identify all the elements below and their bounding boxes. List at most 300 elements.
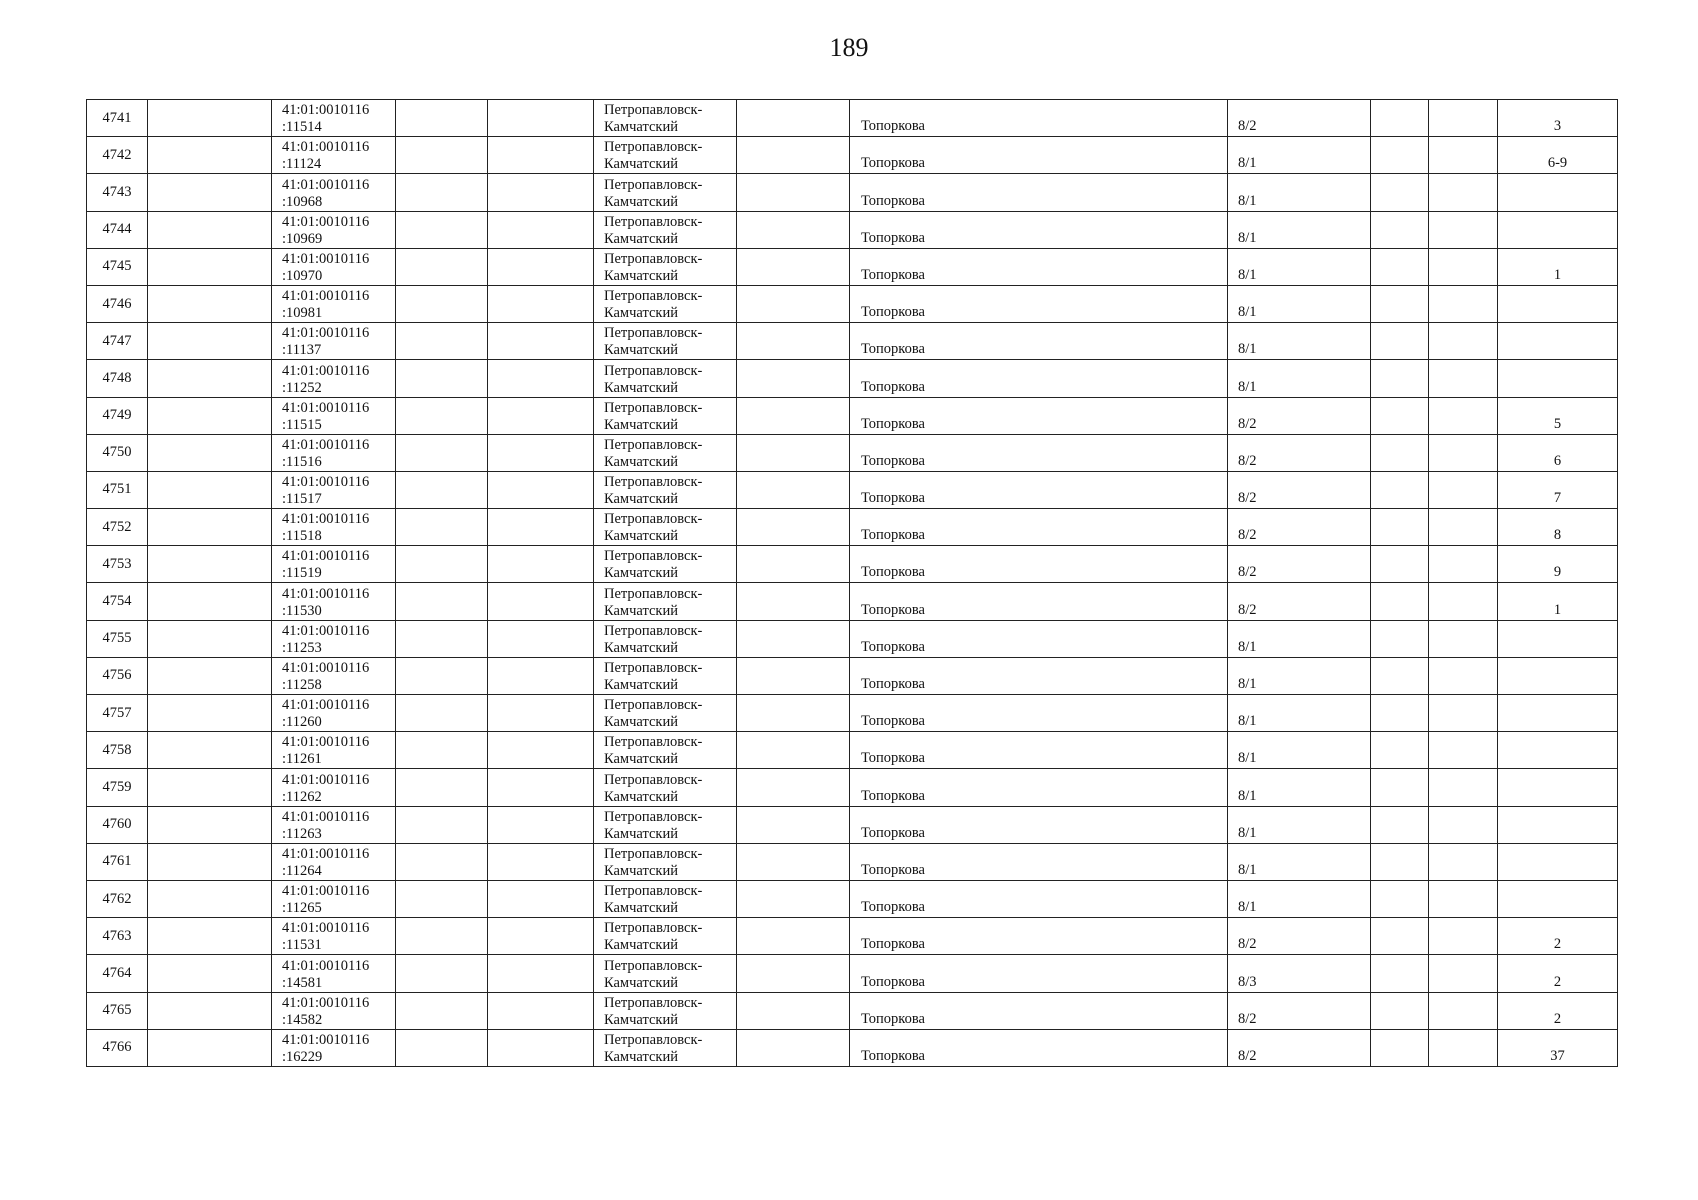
cadastral-number-line1: 41:01:0010116	[282, 474, 370, 491]
cadastral-number-line1: 41:01:0010116	[282, 362, 370, 379]
row-number: 4747	[87, 323, 148, 360]
city-line1: Петропавловск-	[604, 511, 703, 528]
empty-cell	[1371, 992, 1429, 1029]
cadastral-number-line1: 41:01:0010116	[282, 1031, 370, 1048]
city	[594, 880, 737, 917]
empty-cell	[148, 248, 272, 285]
row-number: 4754	[87, 583, 148, 620]
city-line2: Камчатский	[604, 751, 678, 768]
apartment-number: 2	[1498, 918, 1618, 955]
empty-cell	[396, 657, 488, 694]
apartment-number	[1498, 695, 1618, 732]
house-number: 8/1	[1228, 657, 1371, 694]
empty-cell	[737, 806, 850, 843]
cadastral-number	[272, 137, 396, 174]
empty-cell	[1429, 880, 1498, 917]
table-row	[87, 992, 1618, 1029]
empty-cell	[1429, 1029, 1498, 1066]
cadastral-number-line2: :11514	[282, 119, 322, 136]
row-number: 4745	[87, 248, 148, 285]
city	[594, 918, 737, 955]
city	[594, 620, 737, 657]
empty-cell	[1429, 918, 1498, 955]
empty-cell	[148, 546, 272, 583]
street: Топоркова	[850, 434, 1228, 471]
row-number: 4743	[87, 174, 148, 211]
cadastral-number	[272, 360, 396, 397]
cadastral-number	[272, 955, 396, 992]
empty-cell	[737, 695, 850, 732]
apartment-number	[1498, 285, 1618, 322]
row-number: 4760	[87, 806, 148, 843]
table-row	[87, 806, 1618, 843]
row-number: 4755	[87, 620, 148, 657]
table-row	[87, 100, 1618, 137]
empty-cell	[396, 174, 488, 211]
empty-cell	[148, 323, 272, 360]
house-number: 8/2	[1228, 100, 1371, 137]
cadastral-number-line1: 41:01:0010116	[282, 994, 370, 1011]
row-number: 4757	[87, 695, 148, 732]
house-number: 8/1	[1228, 323, 1371, 360]
empty-cell	[1429, 174, 1498, 211]
street: Топоркова	[850, 174, 1228, 211]
empty-cell	[488, 955, 594, 992]
cadastral-number-line1: 41:01:0010116	[282, 511, 370, 528]
city-line2: Камчатский	[604, 267, 678, 284]
empty-cell	[737, 880, 850, 917]
apartment-number: 2	[1498, 992, 1618, 1029]
empty-cell	[1429, 360, 1498, 397]
cadastral-number	[272, 843, 396, 880]
table-row	[87, 1029, 1618, 1066]
street: Топоркова	[850, 509, 1228, 546]
apartment-number: 6	[1498, 434, 1618, 471]
house-number: 8/1	[1228, 137, 1371, 174]
row-number: 4741	[87, 100, 148, 137]
cadastral-number	[272, 211, 396, 248]
house-number: 8/1	[1228, 248, 1371, 285]
empty-cell	[488, 360, 594, 397]
apartment-number: 2	[1498, 955, 1618, 992]
city-line1: Петропавловск-	[604, 102, 703, 119]
house-number: 8/1	[1228, 880, 1371, 917]
cadastral-number-line1: 41:01:0010116	[282, 213, 370, 230]
city-line2: Камчатский	[604, 862, 678, 879]
apartment-number: 1	[1498, 248, 1618, 285]
city-line1: Петропавловск-	[604, 734, 703, 751]
row-number: 4756	[87, 657, 148, 694]
city	[594, 397, 737, 434]
city-line1: Петропавловск-	[604, 176, 703, 193]
cadastral-number	[272, 1029, 396, 1066]
city-line1: Петропавловск-	[604, 957, 703, 974]
row-number: 4750	[87, 434, 148, 471]
cadastral-number-line1: 41:01:0010116	[282, 622, 370, 639]
house-number: 8/2	[1228, 992, 1371, 1029]
empty-cell	[148, 285, 272, 322]
street: Топоркова	[850, 732, 1228, 769]
house-number: 8/2	[1228, 434, 1371, 471]
table-row	[87, 509, 1618, 546]
cadastral-number-line2: :14581	[282, 974, 323, 991]
apartment-number	[1498, 360, 1618, 397]
cadastral-number	[272, 806, 396, 843]
empty-cell	[148, 360, 272, 397]
cadastral-number	[272, 509, 396, 546]
apartment-number	[1498, 211, 1618, 248]
empty-cell	[488, 992, 594, 1029]
table-row	[87, 323, 1618, 360]
empty-cell	[396, 471, 488, 508]
table-row	[87, 471, 1618, 508]
city	[594, 732, 737, 769]
cadastral-number	[272, 546, 396, 583]
cadastral-number	[272, 880, 396, 917]
cadastral-number-line1: 41:01:0010116	[282, 808, 370, 825]
city-line2: Камчатский	[604, 305, 678, 322]
empty-cell	[488, 509, 594, 546]
empty-cell	[737, 843, 850, 880]
cadastral-number-line2: :10981	[282, 305, 323, 322]
empty-cell	[1371, 583, 1429, 620]
empty-cell	[1429, 434, 1498, 471]
street: Топоркова	[850, 471, 1228, 508]
street: Топоркова	[850, 137, 1228, 174]
page-number: 189	[829, 33, 869, 62]
apartment-number: 9	[1498, 546, 1618, 583]
empty-cell	[1371, 211, 1429, 248]
cadastral-number-line1: 41:01:0010116	[282, 771, 370, 788]
empty-cell	[148, 397, 272, 434]
empty-cell	[488, 843, 594, 880]
empty-cell	[737, 248, 850, 285]
empty-cell	[488, 1029, 594, 1066]
empty-cell	[737, 471, 850, 508]
empty-cell	[488, 434, 594, 471]
empty-cell	[1371, 955, 1429, 992]
empty-cell	[148, 695, 272, 732]
empty-cell	[737, 211, 850, 248]
empty-cell	[1371, 546, 1429, 583]
cadastral-number-line1: 41:01:0010116	[282, 548, 370, 565]
house-number: 8/1	[1228, 695, 1371, 732]
house-number: 8/2	[1228, 471, 1371, 508]
cadastral-number	[272, 100, 396, 137]
empty-cell	[488, 546, 594, 583]
empty-cell	[488, 806, 594, 843]
empty-cell	[1429, 992, 1498, 1029]
empty-cell	[396, 732, 488, 769]
empty-cell	[396, 769, 488, 806]
row-number: 4753	[87, 546, 148, 583]
empty-cell	[737, 174, 850, 211]
house-number: 8/3	[1228, 955, 1371, 992]
city-line1: Петропавловск-	[604, 399, 703, 416]
city-line2: Камчатский	[604, 453, 678, 470]
empty-cell	[737, 360, 850, 397]
house-number: 8/1	[1228, 769, 1371, 806]
city-line2: Камчатский	[604, 379, 678, 396]
city	[594, 843, 737, 880]
empty-cell	[737, 955, 850, 992]
empty-cell	[148, 806, 272, 843]
empty-cell	[148, 583, 272, 620]
empty-cell	[1429, 100, 1498, 137]
city-line2: Камчатский	[604, 230, 678, 247]
empty-cell	[488, 100, 594, 137]
empty-cell	[1429, 955, 1498, 992]
table-row	[87, 174, 1618, 211]
city	[594, 211, 737, 248]
city	[594, 769, 737, 806]
cadastral-number	[272, 583, 396, 620]
empty-cell	[396, 695, 488, 732]
apartment-number: 3	[1498, 100, 1618, 137]
empty-cell	[396, 880, 488, 917]
row-number: 4758	[87, 732, 148, 769]
empty-cell	[1371, 806, 1429, 843]
cadastral-number-line1: 41:01:0010116	[282, 288, 370, 305]
city-line1: Петропавловск-	[604, 436, 703, 453]
empty-cell	[396, 360, 488, 397]
table-row	[87, 248, 1618, 285]
apartment-number: 5	[1498, 397, 1618, 434]
street: Топоркова	[850, 657, 1228, 694]
cadastral-number-line2: :11264	[282, 862, 322, 879]
empty-cell	[1429, 323, 1498, 360]
empty-cell	[148, 992, 272, 1029]
cadastral-number-line2: :11518	[282, 528, 322, 545]
empty-cell	[148, 918, 272, 955]
empty-cell	[396, 285, 488, 322]
row-number: 4746	[87, 285, 148, 322]
empty-cell	[1429, 769, 1498, 806]
empty-cell	[148, 1029, 272, 1066]
empty-cell	[396, 434, 488, 471]
empty-cell	[737, 620, 850, 657]
cadastral-number-line2: :11124	[282, 156, 322, 173]
empty-cell	[396, 211, 488, 248]
row-number: 4762	[87, 880, 148, 917]
empty-cell	[148, 657, 272, 694]
empty-cell	[396, 843, 488, 880]
empty-cell	[1429, 137, 1498, 174]
empty-cell	[1429, 843, 1498, 880]
table-row	[87, 657, 1618, 694]
cadastral-number-line2: :11265	[282, 900, 322, 917]
house-number: 8/2	[1228, 1029, 1371, 1066]
city	[594, 955, 737, 992]
empty-cell	[1429, 657, 1498, 694]
city-line1: Петропавловск-	[604, 213, 703, 230]
cadastral-number-line1: 41:01:0010116	[282, 920, 370, 937]
city-line1: Петропавловск-	[604, 139, 703, 156]
empty-cell	[1371, 323, 1429, 360]
empty-cell	[396, 546, 488, 583]
city-line2: Камчатский	[604, 788, 678, 805]
empty-cell	[1371, 620, 1429, 657]
city-line1: Петропавловск-	[604, 771, 703, 788]
street: Топоркова	[850, 211, 1228, 248]
cadastral-number-line1: 41:01:0010116	[282, 250, 370, 267]
table-row	[87, 546, 1618, 583]
cadastral-number	[272, 471, 396, 508]
empty-cell	[737, 509, 850, 546]
empty-cell	[396, 992, 488, 1029]
empty-cell	[396, 248, 488, 285]
street: Топоркова	[850, 918, 1228, 955]
cadastral-number-line2: :11515	[282, 416, 322, 433]
registry-table-body	[87, 100, 1618, 1067]
house-number: 8/2	[1228, 397, 1371, 434]
empty-cell	[488, 769, 594, 806]
city-line1: Петропавловск-	[604, 548, 703, 565]
row-number: 4761	[87, 843, 148, 880]
city-line1: Петропавловск-	[604, 474, 703, 491]
city-line2: Камчатский	[604, 677, 678, 693]
cadastral-number-line1: 41:01:0010116	[282, 957, 370, 974]
cadastral-number-line1: 41:01:0010116	[282, 436, 370, 453]
cadastral-number	[272, 397, 396, 434]
empty-cell	[396, 620, 488, 657]
apartment-number	[1498, 323, 1618, 360]
city-line1: Петропавловск-	[604, 1031, 703, 1048]
city-line2: Камчатский	[604, 156, 678, 173]
table-row	[87, 769, 1618, 806]
cadastral-number-line2: :10969	[282, 230, 323, 247]
house-number: 8/1	[1228, 360, 1371, 397]
cadastral-number-line2: :11258	[282, 677, 322, 693]
city-line1: Петропавловск-	[604, 883, 703, 900]
cadastral-number	[272, 434, 396, 471]
city	[594, 806, 737, 843]
cadastral-number-line1: 41:01:0010116	[282, 883, 370, 900]
city-line2: Камчатский	[604, 974, 678, 991]
apartment-number	[1498, 620, 1618, 657]
city	[594, 285, 737, 322]
street: Топоркова	[850, 397, 1228, 434]
row-number: 4751	[87, 471, 148, 508]
street: Топоркова	[850, 955, 1228, 992]
empty-cell	[488, 695, 594, 732]
empty-cell	[148, 620, 272, 657]
apartment-number: 37	[1498, 1029, 1618, 1066]
table-row	[87, 360, 1618, 397]
cadastral-number-line2: :16229	[282, 1048, 323, 1065]
street: Топоркова	[850, 769, 1228, 806]
house-number: 8/1	[1228, 843, 1371, 880]
cadastral-number-line1: 41:01:0010116	[282, 139, 370, 156]
empty-cell	[148, 732, 272, 769]
apartment-number	[1498, 769, 1618, 806]
empty-cell	[1429, 285, 1498, 322]
cadastral-number-line2: :11517	[282, 491, 322, 508]
cadastral-number-line1: 41:01:0010116	[282, 585, 370, 602]
street: Топоркова	[850, 360, 1228, 397]
apartment-number	[1498, 732, 1618, 769]
cadastral-number-line2: :11260	[282, 714, 322, 731]
city-line2: Камчатский	[604, 491, 678, 508]
empty-cell	[488, 657, 594, 694]
empty-cell	[1371, 732, 1429, 769]
empty-cell	[148, 174, 272, 211]
apartment-number	[1498, 174, 1618, 211]
city	[594, 360, 737, 397]
empty-cell	[737, 732, 850, 769]
empty-cell	[1429, 509, 1498, 546]
city	[594, 137, 737, 174]
city	[594, 471, 737, 508]
empty-cell	[1429, 248, 1498, 285]
cadastral-number-line2: :11530	[282, 602, 322, 619]
apartment-number: 1	[1498, 583, 1618, 620]
city-line1: Петропавловск-	[604, 994, 703, 1011]
table-row	[87, 620, 1618, 657]
cadastral-number-line2: :11519	[282, 565, 322, 582]
city-line1: Петропавловск-	[604, 808, 703, 825]
empty-cell	[1371, 509, 1429, 546]
empty-cell	[1429, 397, 1498, 434]
empty-cell	[396, 509, 488, 546]
empty-cell	[737, 546, 850, 583]
empty-cell	[396, 583, 488, 620]
cadastral-number	[272, 620, 396, 657]
table-row	[87, 583, 1618, 620]
empty-cell	[1429, 211, 1498, 248]
table-row	[87, 843, 1618, 880]
city-line2: Камчатский	[604, 416, 678, 433]
table-row	[87, 695, 1618, 732]
cadastral-number-line2: :11253	[282, 639, 322, 656]
empty-cell	[737, 100, 850, 137]
empty-cell	[1429, 695, 1498, 732]
street: Топоркова	[850, 880, 1228, 917]
empty-cell	[737, 323, 850, 360]
cadastral-number	[272, 918, 396, 955]
empty-cell	[488, 285, 594, 322]
empty-cell	[1371, 100, 1429, 137]
empty-cell	[737, 1029, 850, 1066]
empty-cell	[148, 211, 272, 248]
city	[594, 100, 737, 137]
empty-cell	[1371, 880, 1429, 917]
city	[594, 1029, 737, 1066]
street: Топоркова	[850, 323, 1228, 360]
city	[594, 992, 737, 1029]
row-number: 4744	[87, 211, 148, 248]
empty-cell	[148, 955, 272, 992]
city	[594, 323, 737, 360]
empty-cell	[737, 137, 850, 174]
house-number: 8/2	[1228, 583, 1371, 620]
cadastral-number	[272, 992, 396, 1029]
empty-cell	[488, 137, 594, 174]
empty-cell	[488, 211, 594, 248]
street: Топоркова	[850, 992, 1228, 1029]
empty-cell	[1429, 806, 1498, 843]
street: Топоркова	[850, 583, 1228, 620]
cadastral-number-line1: 41:01:0010116	[282, 176, 370, 193]
cadastral-number-line1: 41:01:0010116	[282, 845, 370, 862]
cadastral-number-line2: :11531	[282, 937, 322, 954]
cadastral-number-line2: :10968	[282, 193, 323, 210]
empty-cell	[1371, 285, 1429, 322]
city-line1: Петропавловск-	[604, 362, 703, 379]
empty-cell	[488, 880, 594, 917]
street: Топоркова	[850, 620, 1228, 657]
empty-cell	[148, 509, 272, 546]
